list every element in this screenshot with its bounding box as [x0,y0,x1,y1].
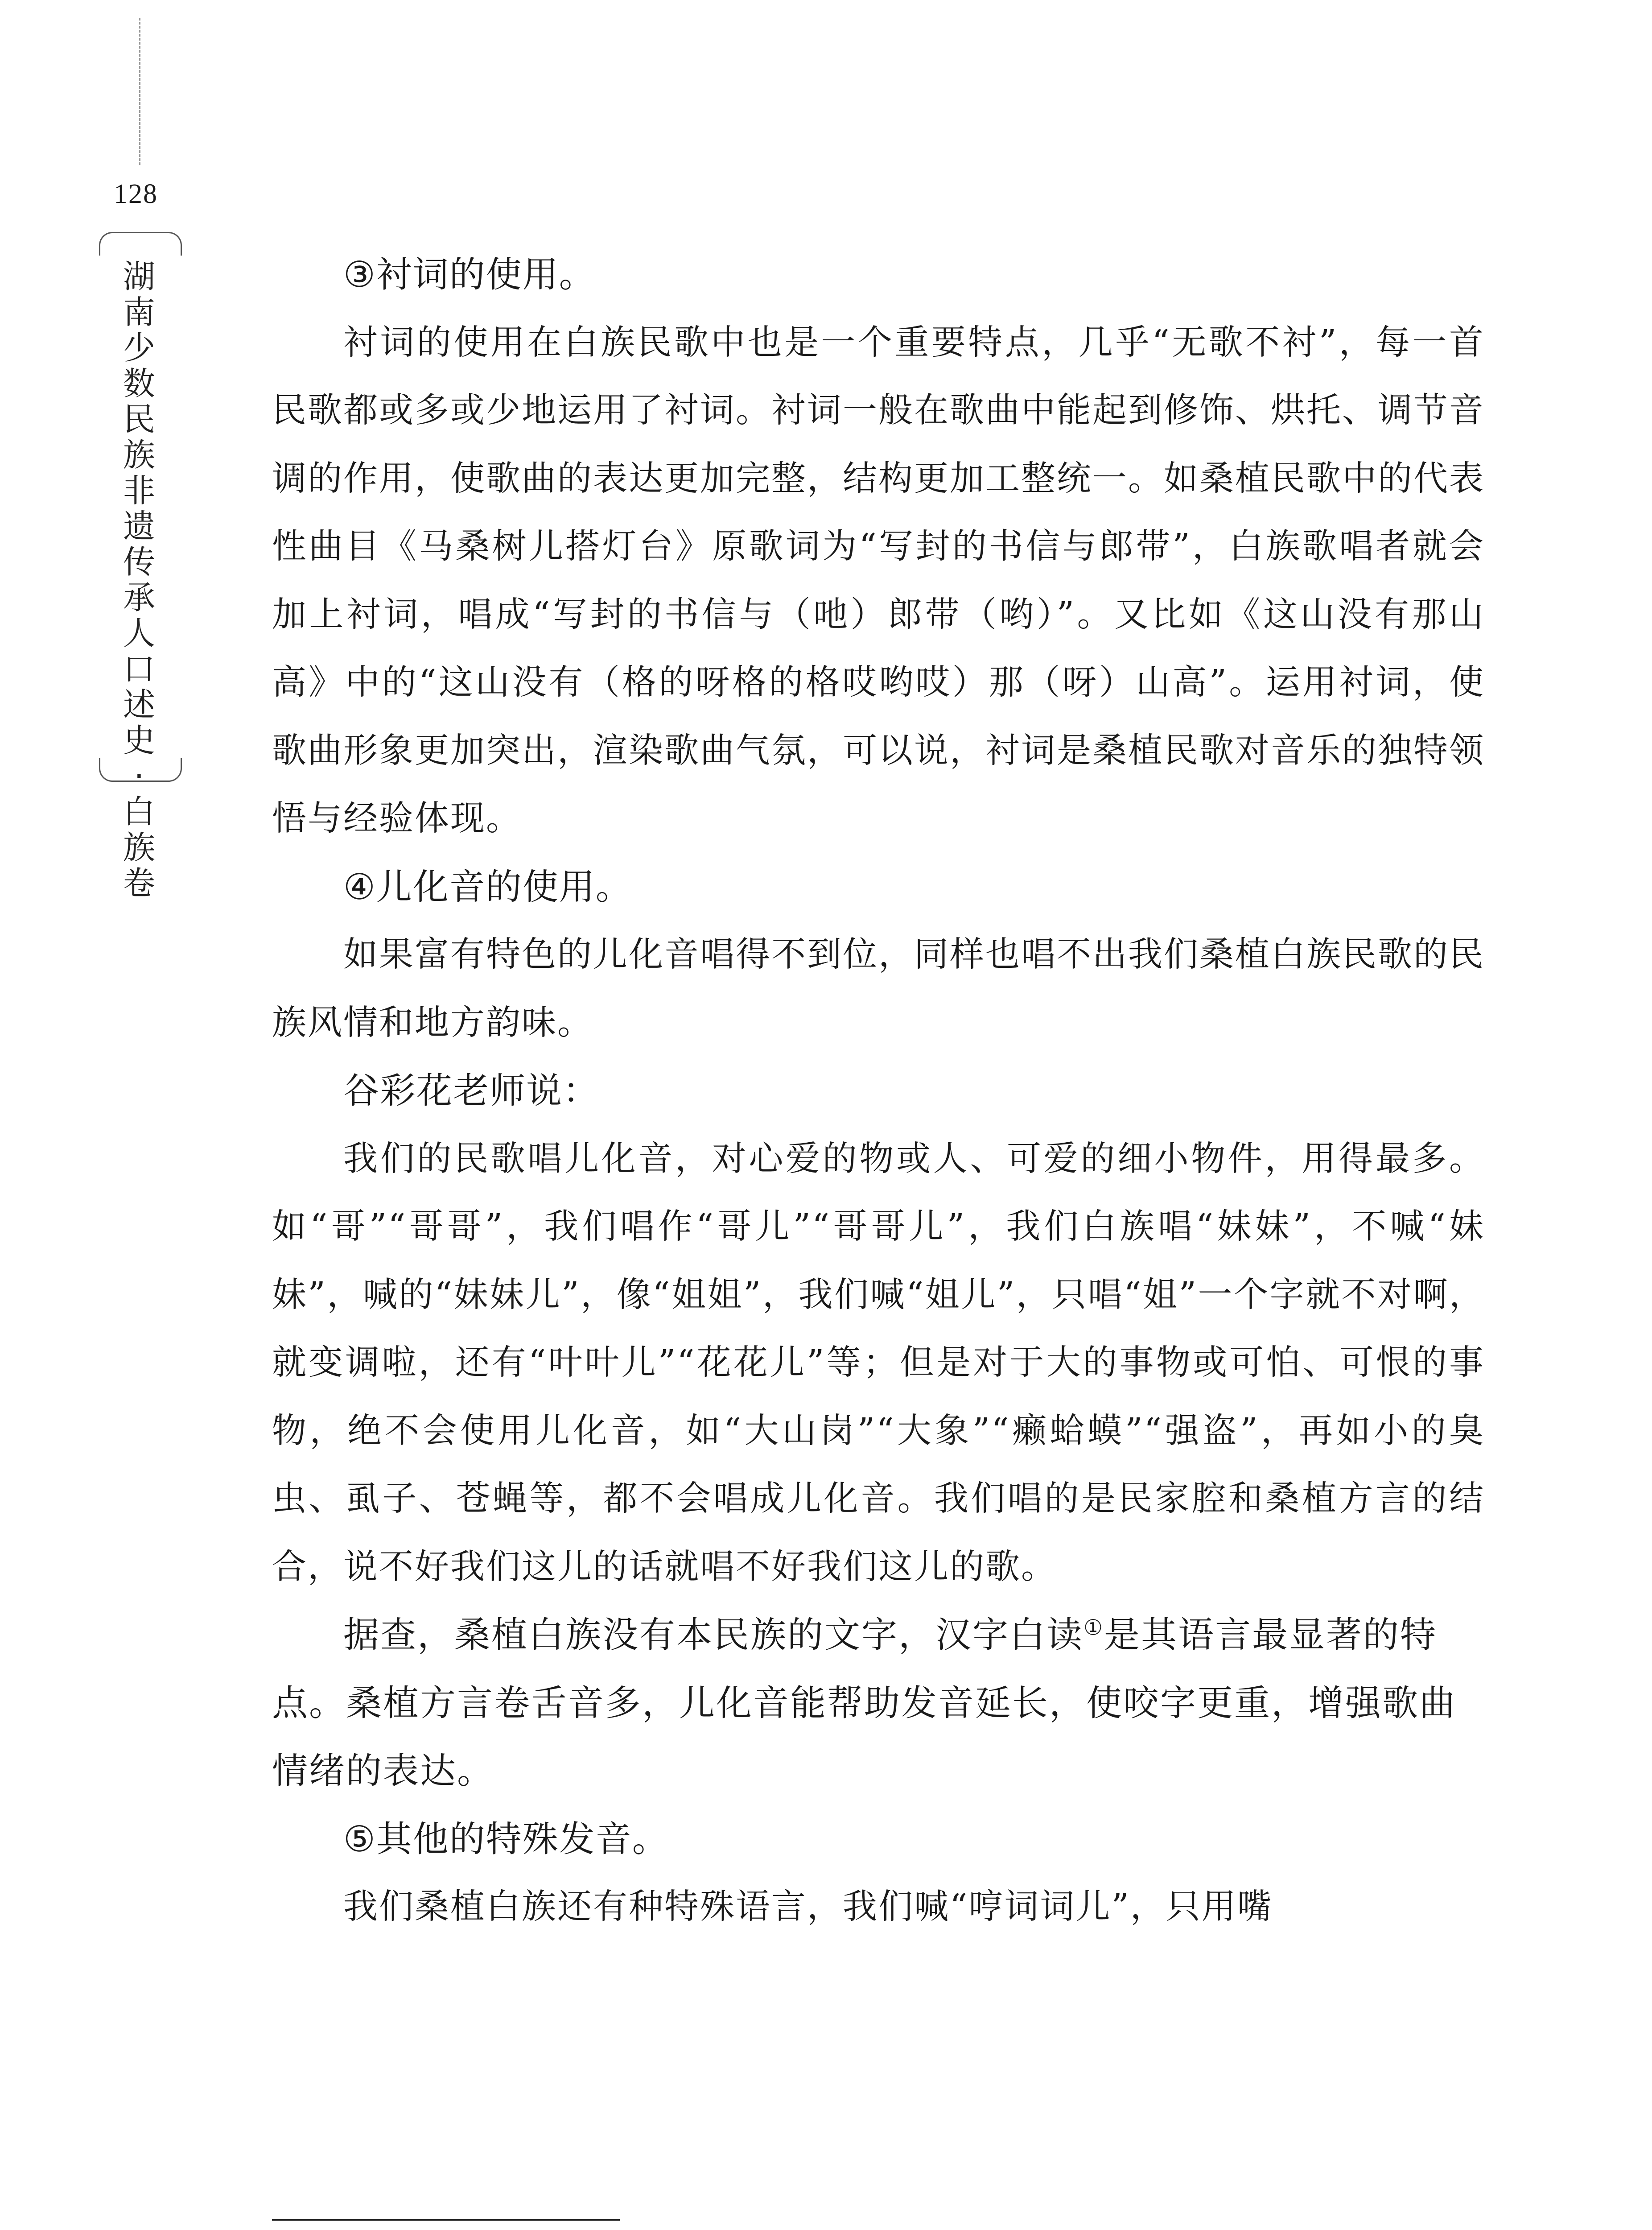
running-title: 湖南少数民族非遗传承人口述史·白族卷 [123,258,155,902]
section-heading-5: ⑤其他的特殊发音。 [343,1818,669,1860]
quote-paragraph: 我们的民歌唱儿化音，对心爱的物或人、可爱的细小物件，用得最多。如“哥”“哥哥”，我们唱作“哥儿”“哥哥儿”，我们白族唱“妹妹”，不喊“妹妹”，喊的“妹妹儿”，像“姐姐”，我们喊“姐儿”，只唱“姐”一个字就不对啊，就变调啦，还有“叶叶儿”“花花儿”等；但是对于大的事物或可怕、可恨的事物，绝不会使用儿化音，如“大山岗”“大象”“癞蛤蟆”“强盗”，再如小的臭虫、虱子、苍蝇等，都不会唱成儿化音。我们唱的是民家腔和桑植方言的结合，说不好我们这儿的话就唱不好我们这儿的歌。 [272,1139,1485,1587]
title-bracket-bottom [99,758,182,782]
section-paragraph-5: 我们桑植白族还有种特殊语言，我们喊“哼词词儿”，只用嘴 [343,1887,1273,1927]
body-text [272,241,1485,1941]
research-text-a: 据查，桑植白族没有本民族的文字，汉字白读 [343,1614,1083,1656]
section-heading-4: ④儿化音的使用。 [343,866,632,908]
page-number: 128 [114,179,158,209]
footnote-rule [272,2219,620,2221]
research-paragraph [272,1601,1485,1805]
margin-rule-top [139,18,140,165]
section-paragraph-4: 如果富有特色的儿化音唱得不到位，同样也唱不出我们桑植白族民歌的民族风情和地方韵味。 [272,935,1485,1043]
research-text-b: 是其语言最显著的特点。桑植方言卷舌音多，儿化音能帮助发音延长，使咬字更重，增强歌曲情绪的表达。 [272,1614,1456,1792]
speaker-intro: 谷彩花老师说： [343,1070,599,1111]
footnote-reference[interactable]: ① [1083,1615,1104,1640]
title-bracket-top [99,232,182,256]
section-paragraph-3: 衬词的使用在白族民歌中也是一个重要特点，几乎“无歌不衬”，每一首民歌都或多或少地运用了衬词。衬词一般在歌曲中能起到修饰、烘托、调节音调的作用，使歌曲的表达更加完整，结构更加工整统一。如桑植民歌中的代表性曲目《马桑树儿搭灯台》原歌词为“写封的书信与郎带”，白族歌唱者就会加上衬词，唱成“写封的书信与（吔）郎带（哟）”。又比如《这山没有那山高》中的“这山没有（格的呀格的格哎哟哎）那（呀）山高”。运用衬词，使歌曲形象更加突出，渲染歌曲气氛，可以说，衬词是桑植民歌对音乐的独特领悟与经验体现。 [272,322,1485,838]
section-heading-3: ③衬词的使用。 [343,254,596,295]
